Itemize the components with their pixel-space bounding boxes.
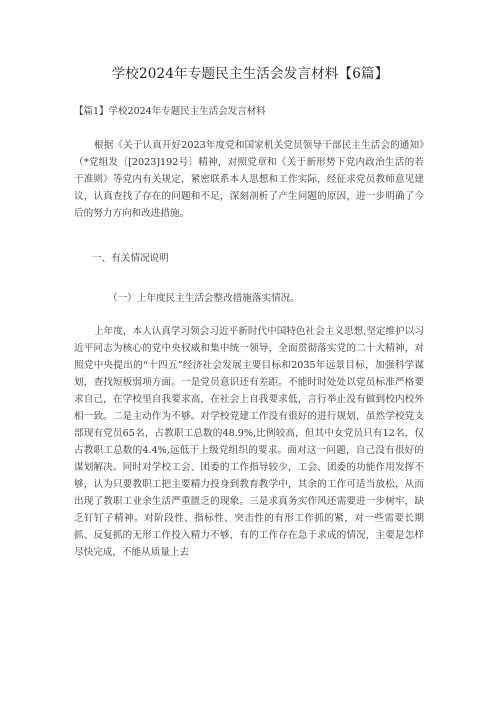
document-title: 学校2024年专题民主生活会发言材料【6篇】	[111, 66, 389, 82]
body-paragraph: 上年度，本人认真学习领会习近平新时代中国特色社会主义思想,坚定维护以习近平同志为核心的党中央权威和集中统一领导，全面贯彻落实党的二十大精神，对照党中央提出的“十四五”经济社会发展主要目标和2035年远景目标，加强科学谋划，查找短板弱项方面。一是党员意识还有差距。不能时时处处以党员标准严格要求自己，在学校里自我要求高，在社会上自我要求低，言行举止没有做到校内校外相一致。二是主动作为不够。对学校党建工作没有很好的进行规划，虽然学校党支部现有党员65名，占教职工总数的48.9%,比例较高，但其中女党员只有12名，仅占教职工总数的4.4%,远低于上级党组织的要求。面对这一问题，自己没有很好的谋划解决。同时对学校工会、团委的工作指导较少，工会、团委的功能作用发挥不够，认为只要教职工把主要精力投身到教育教学中，其余的工作可适当放松，从而出现了教职工业余生活严重匮乏的现象。三是求真务实作风还需要进一步树牢，缺乏钉钉子精神。对阶段性、指标性、突击性的有形工作抓的紧，对一些需要长期抓、反复抓的无形工作投入精力不够，有的工作存在急于求成的情况，主要是怎样尽快完成，不能从质量上去	[74, 326, 424, 558]
heading-level-2: （一）上年度民主生活会整改措施落实情况。	[108, 293, 300, 304]
intro-paragraph: 根据《关于认真开好2023年度党和国家机关党员领导干部民主生活会的通知》（*党组发〔[2023]192号〕精神，对照党章和《关于新形势下党内政治生活的若干准则》等党内有关规定，紧密联系本人思想和工作实际，经征求党员教师意见建议，认真查找了存在的问题和不足，深刻剖析了产生问题的原因，进一步明确了今后的努力方向和改进措施。	[74, 140, 424, 219]
section-heading: 【篇1】学校2024年专题民主生活会发言材料	[74, 106, 266, 117]
heading-level-1: 一、有关情况说明	[92, 253, 169, 264]
